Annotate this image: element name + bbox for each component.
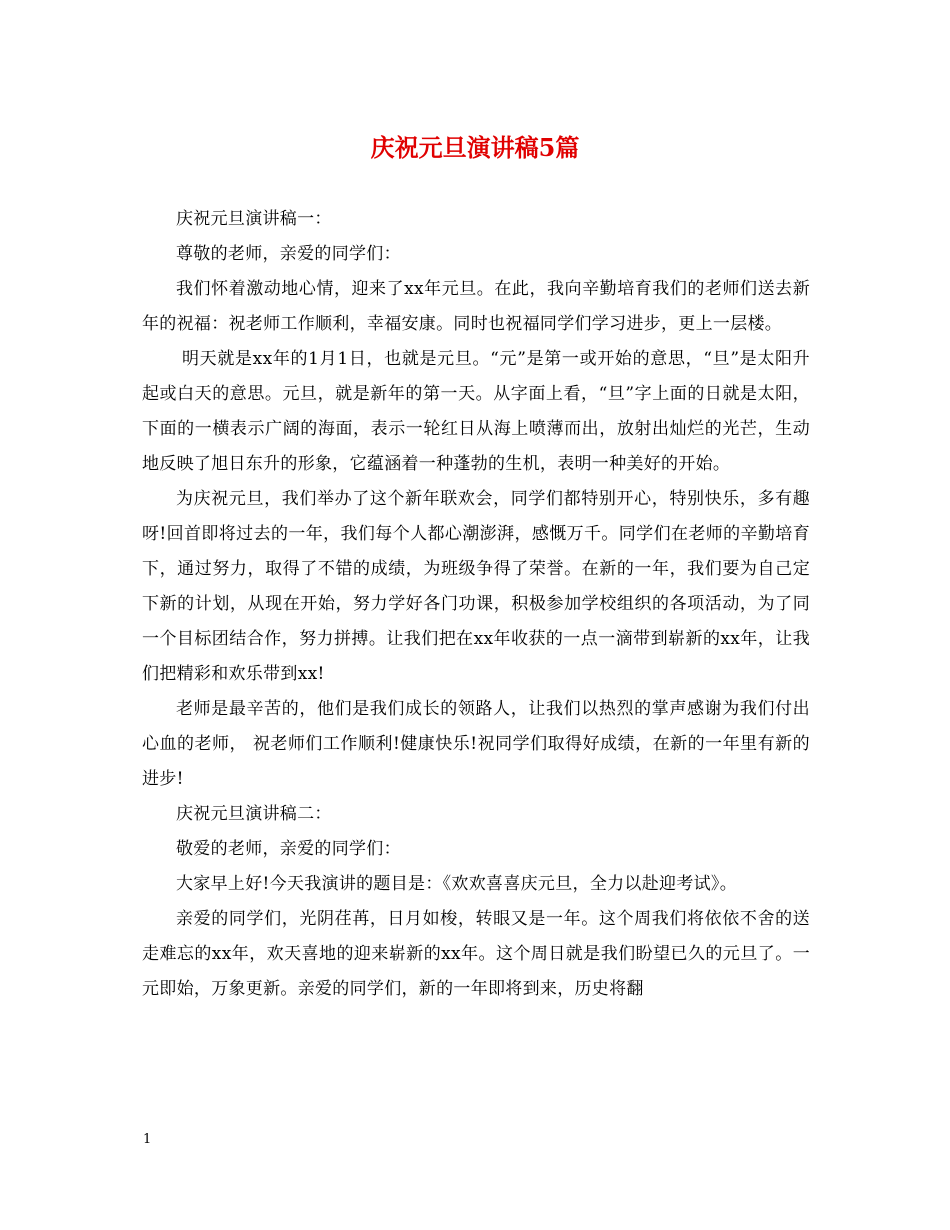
paragraph-heading-1: 庆祝元旦演讲稿一： xyxy=(176,209,332,229)
paragraph: 明天就是xx年的1月1日，也就是元旦。“元”是第一或开始的意思，“旦”是太阳升起或白天的意思。元旦，就是新年的第一天。从字面上看，“旦”字上面的日就是太阳，下面的一横表示广阔的海面，表示一轮红日从海上喷薄而出，放射出灿烂的光芒，生动地反映了旭日东升的形象，它蕴涵着一种蓬勃的生机，表明一种美好的开始。 xyxy=(142,349,810,474)
paragraph-heading-2: 庆祝元旦演讲稿二： xyxy=(176,804,332,824)
paragraph-salutation-2: 敬爱的老师，亲爱的同学们： xyxy=(176,839,401,859)
document-title: 庆祝元旦演讲稿5篇 xyxy=(370,133,580,162)
document-body xyxy=(142,202,810,1007)
paragraph-salutation-1: 尊敬的老师，亲爱的同学们： xyxy=(176,244,401,264)
paragraph: 亲爱的同学们，光阴荏苒，日月如梭，转眼又是一年。这个周我们将依依不舍的送走难忘的xx年，欢天喜地的迎来崭新的xx年。这个周日就是我们盼望已久的元旦了。一元即始，万象更新。亲爱的同学们，新的一年即将到来，历史将翻 xyxy=(142,909,810,999)
paragraph: 大家早上好!今天我演讲的题目是：《欢欢喜喜庆元旦，全力以赴迎考试》。 xyxy=(176,874,738,894)
paragraph: 我们怀着激动地心情，迎来了xx年元旦。在此，我向辛勤培育我们的老师们送去新年的祝福：祝老师工作顺利，幸福安康。同时也祝福同学们学习进步，更上一层楼。 xyxy=(142,279,810,334)
paragraph: 老师是最辛苦的，他们是我们成长的领路人，让我们以热烈的掌声感谢为我们付出心血的老师， 祝老师们工作顺利!健康快乐!祝同学们取得好成绩，在新的一年里有新的进步! xyxy=(142,699,810,789)
paragraph: 为庆祝元旦，我们举办了这个新年联欢会，同学们都特别开心，特别快乐，多有趣呀!回首即将过去的一年，我们每个人都心潮澎湃，感慨万千。同学们在老师的辛勤培育下，通过努力，取得了不错的成绩，为班级争得了荣誉。在新的一年，我们要为自己定下新的计划，从现在开始，努力学好各门功课，积极参加学校组织的各项活动，为了同一个目标团结合作，努力拼搏。让我们把在xx年收获的一点一滴带到崭新的xx年，让我们把精彩和欢乐带到xx! xyxy=(142,489,810,684)
page-number: 1 xyxy=(143,1132,152,1147)
